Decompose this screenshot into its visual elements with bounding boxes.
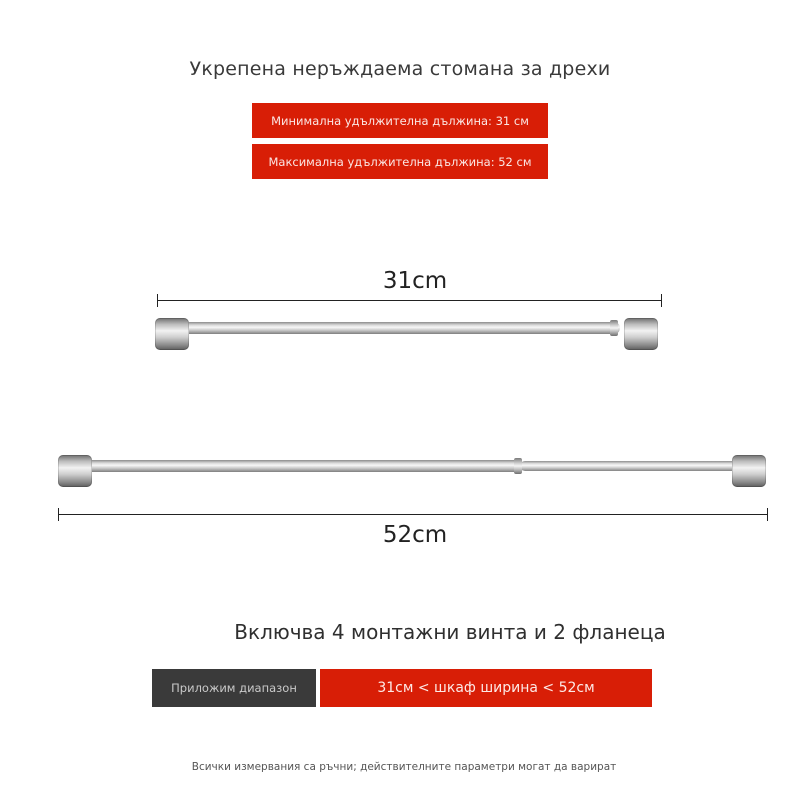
long-rod-collar <box>514 458 522 474</box>
max-length-badge: Максимална удължителна дължина: 52 см <box>252 144 548 179</box>
short-rod-end-cap-left <box>155 318 189 350</box>
applicable-range-label: Приложим диапазон <box>152 669 316 707</box>
short-rod-end-cap-right <box>624 318 658 350</box>
includes-text: Включва 4 монтажни винта и 2 фланеца <box>234 620 666 644</box>
long-rod-inner-tube <box>520 461 742 471</box>
short-rod-dimension-label: 31cm <box>382 268 448 294</box>
long-rod-dimension-line <box>58 514 768 515</box>
long-rod-outer-tube <box>84 460 524 472</box>
short-rod-collar <box>610 320 618 336</box>
long-rod-dimension-tick-left <box>58 508 59 521</box>
measurement-footnote: Всички измервания са ръчни; действителните параметри могат да варират <box>191 761 617 773</box>
short-rod-dimension-tick-right <box>661 294 662 307</box>
applicable-range-value: 31см < шкаф ширина < 52см <box>320 669 652 707</box>
page-title: Укрепена неръждаема стомана за дрехи <box>189 58 611 80</box>
long-rod-end-cap-right <box>732 455 766 487</box>
long-rod-dimension-label: 52cm <box>382 522 448 548</box>
short-rod-dimension-tick-left <box>157 294 158 307</box>
min-length-badge: Минимална удължителна дължина: 31 см <box>252 103 548 138</box>
long-rod-end-cap-left <box>58 455 92 487</box>
long-rod-dimension-tick-right <box>767 508 768 521</box>
short-rod-dimension-line <box>157 300 662 301</box>
short-rod-tube <box>180 322 620 334</box>
